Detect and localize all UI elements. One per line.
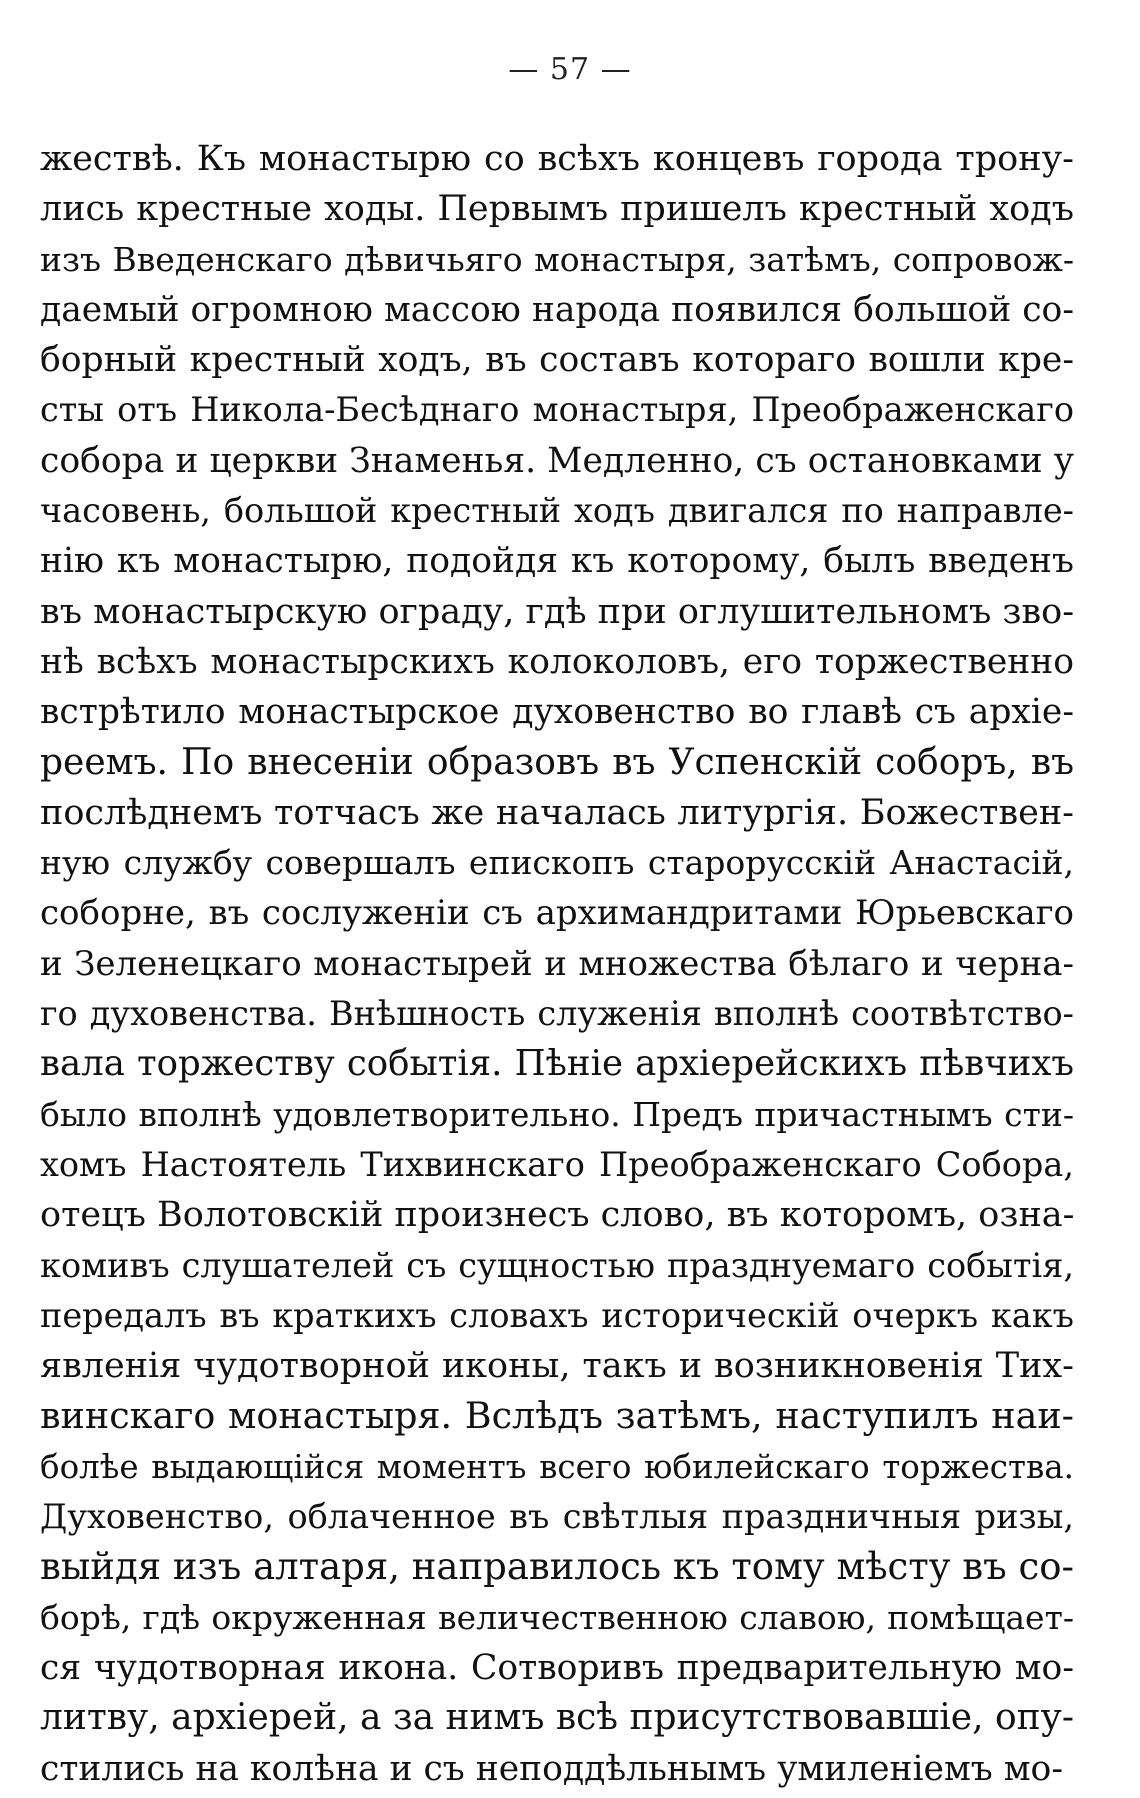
text-line: лись крестные ходы. Первымъ пришелъ крестный ходъ <box>40 189 1074 230</box>
text-line: сты отъ Никола-Бесѣднаго монастыря, Преображенскаго <box>40 390 1074 430</box>
text-line: встрѣтило монастырское духовенство во главѣ съ архіе- <box>40 692 1074 733</box>
text-line: отецъ Волотовскій произнесъ слово, въ которомъ, озна- <box>40 1195 1074 1236</box>
text-line: въ монастырскую ограду, гдѣ при оглушительномъ зво- <box>40 591 1074 632</box>
text-line: хомъ Настоятель Тихвинскаго Преображенскаго Собора, <box>40 1144 1074 1184</box>
text-line: стились на колѣна и съ неподдѣльнымъ умиленіемъ мо- <box>40 1748 1063 1789</box>
text-line: комивъ слушателей съ сущностью празднуемаго событія, <box>40 1245 1074 1285</box>
text-line: явленія чудотворной иконы, такъ и возникновенія Тих- <box>40 1346 1074 1387</box>
page-number: — 57 — <box>508 52 632 87</box>
body-text <box>40 134 1074 1794</box>
text-line: передалъ въ краткихъ словахъ историческій очеркъ какъ <box>40 1295 1074 1335</box>
text-line: го духовенства. Внѣшность служенія вполнѣ соотвѣтство- <box>40 994 1074 1034</box>
text-line: литву, архіерей, а за нимъ всѣ присутствовавшіе, опу- <box>40 1697 1074 1739</box>
text-line: нѣ всѣхъ монастырскихъ колоколовъ, его торжественно <box>40 641 1074 682</box>
text-line: нію къ монастырю, подойдя къ которому, былъ введенъ <box>40 541 1074 582</box>
text-line: изъ Введенскаго дѣвичьяго монастыря, затѣмъ, сопровож- <box>40 239 1074 279</box>
text-line: ную службу совершалъ епископъ старорусскій Анастасій, <box>40 843 1074 883</box>
text-line: винскаго монастыря. Вслѣдъ затѣмъ, наступилъ наи- <box>40 1394 1074 1438</box>
text-line: вала торжеству событія. Пѣніе архіерейскихъ пѣвчихъ <box>40 1043 1074 1085</box>
text-line: соборне, въ сослуженіи съ архимандритами Юрьевскаго <box>40 893 1074 934</box>
text-line: было вполнѣ удовлетворительно. Предъ причастнымъ сти- <box>40 1094 1074 1134</box>
text-line: часовень, большой крестный ходъ двигался по направле- <box>40 491 1074 531</box>
text-line: выйдя изъ алтаря, направилось къ тому мѣсту въ со- <box>40 1545 1074 1589</box>
text-line: жествѣ. Къ монастырю со всѣхъ концевъ города трону- <box>40 139 1074 179</box>
text-line: послѣднемъ тотчасъ же началась литургія. Божествен- <box>40 792 1074 833</box>
text-line: и Зеленецкаго монастырей и множества бѣлаго и черна- <box>40 943 1074 984</box>
text-line: реемъ. По внесеніи образовъ въ Успенскій соборъ, въ <box>40 741 1074 783</box>
text-line: ся чудотворная икона. Сотворивъ предварительную мо- <box>40 1647 1074 1688</box>
text-line: даемый огромною массою народа появился большой со- <box>40 289 1074 330</box>
text-line: собора и церкви Знаменья. Медленно, съ остановками у <box>40 440 1074 481</box>
text-line: болѣе выдающійся моментъ всего юбилейскаго торжества. <box>40 1447 1074 1486</box>
text-line: борный крестный ходъ, въ составъ котораго вошли кре- <box>40 340 1074 381</box>
text-line: борѣ, гдѣ окруженная величественною славою, помѣщает- <box>40 1597 1074 1637</box>
text-line: Духовенство, облаченное въ свѣтлыя праздничныя ризы, <box>40 1497 1074 1537</box>
